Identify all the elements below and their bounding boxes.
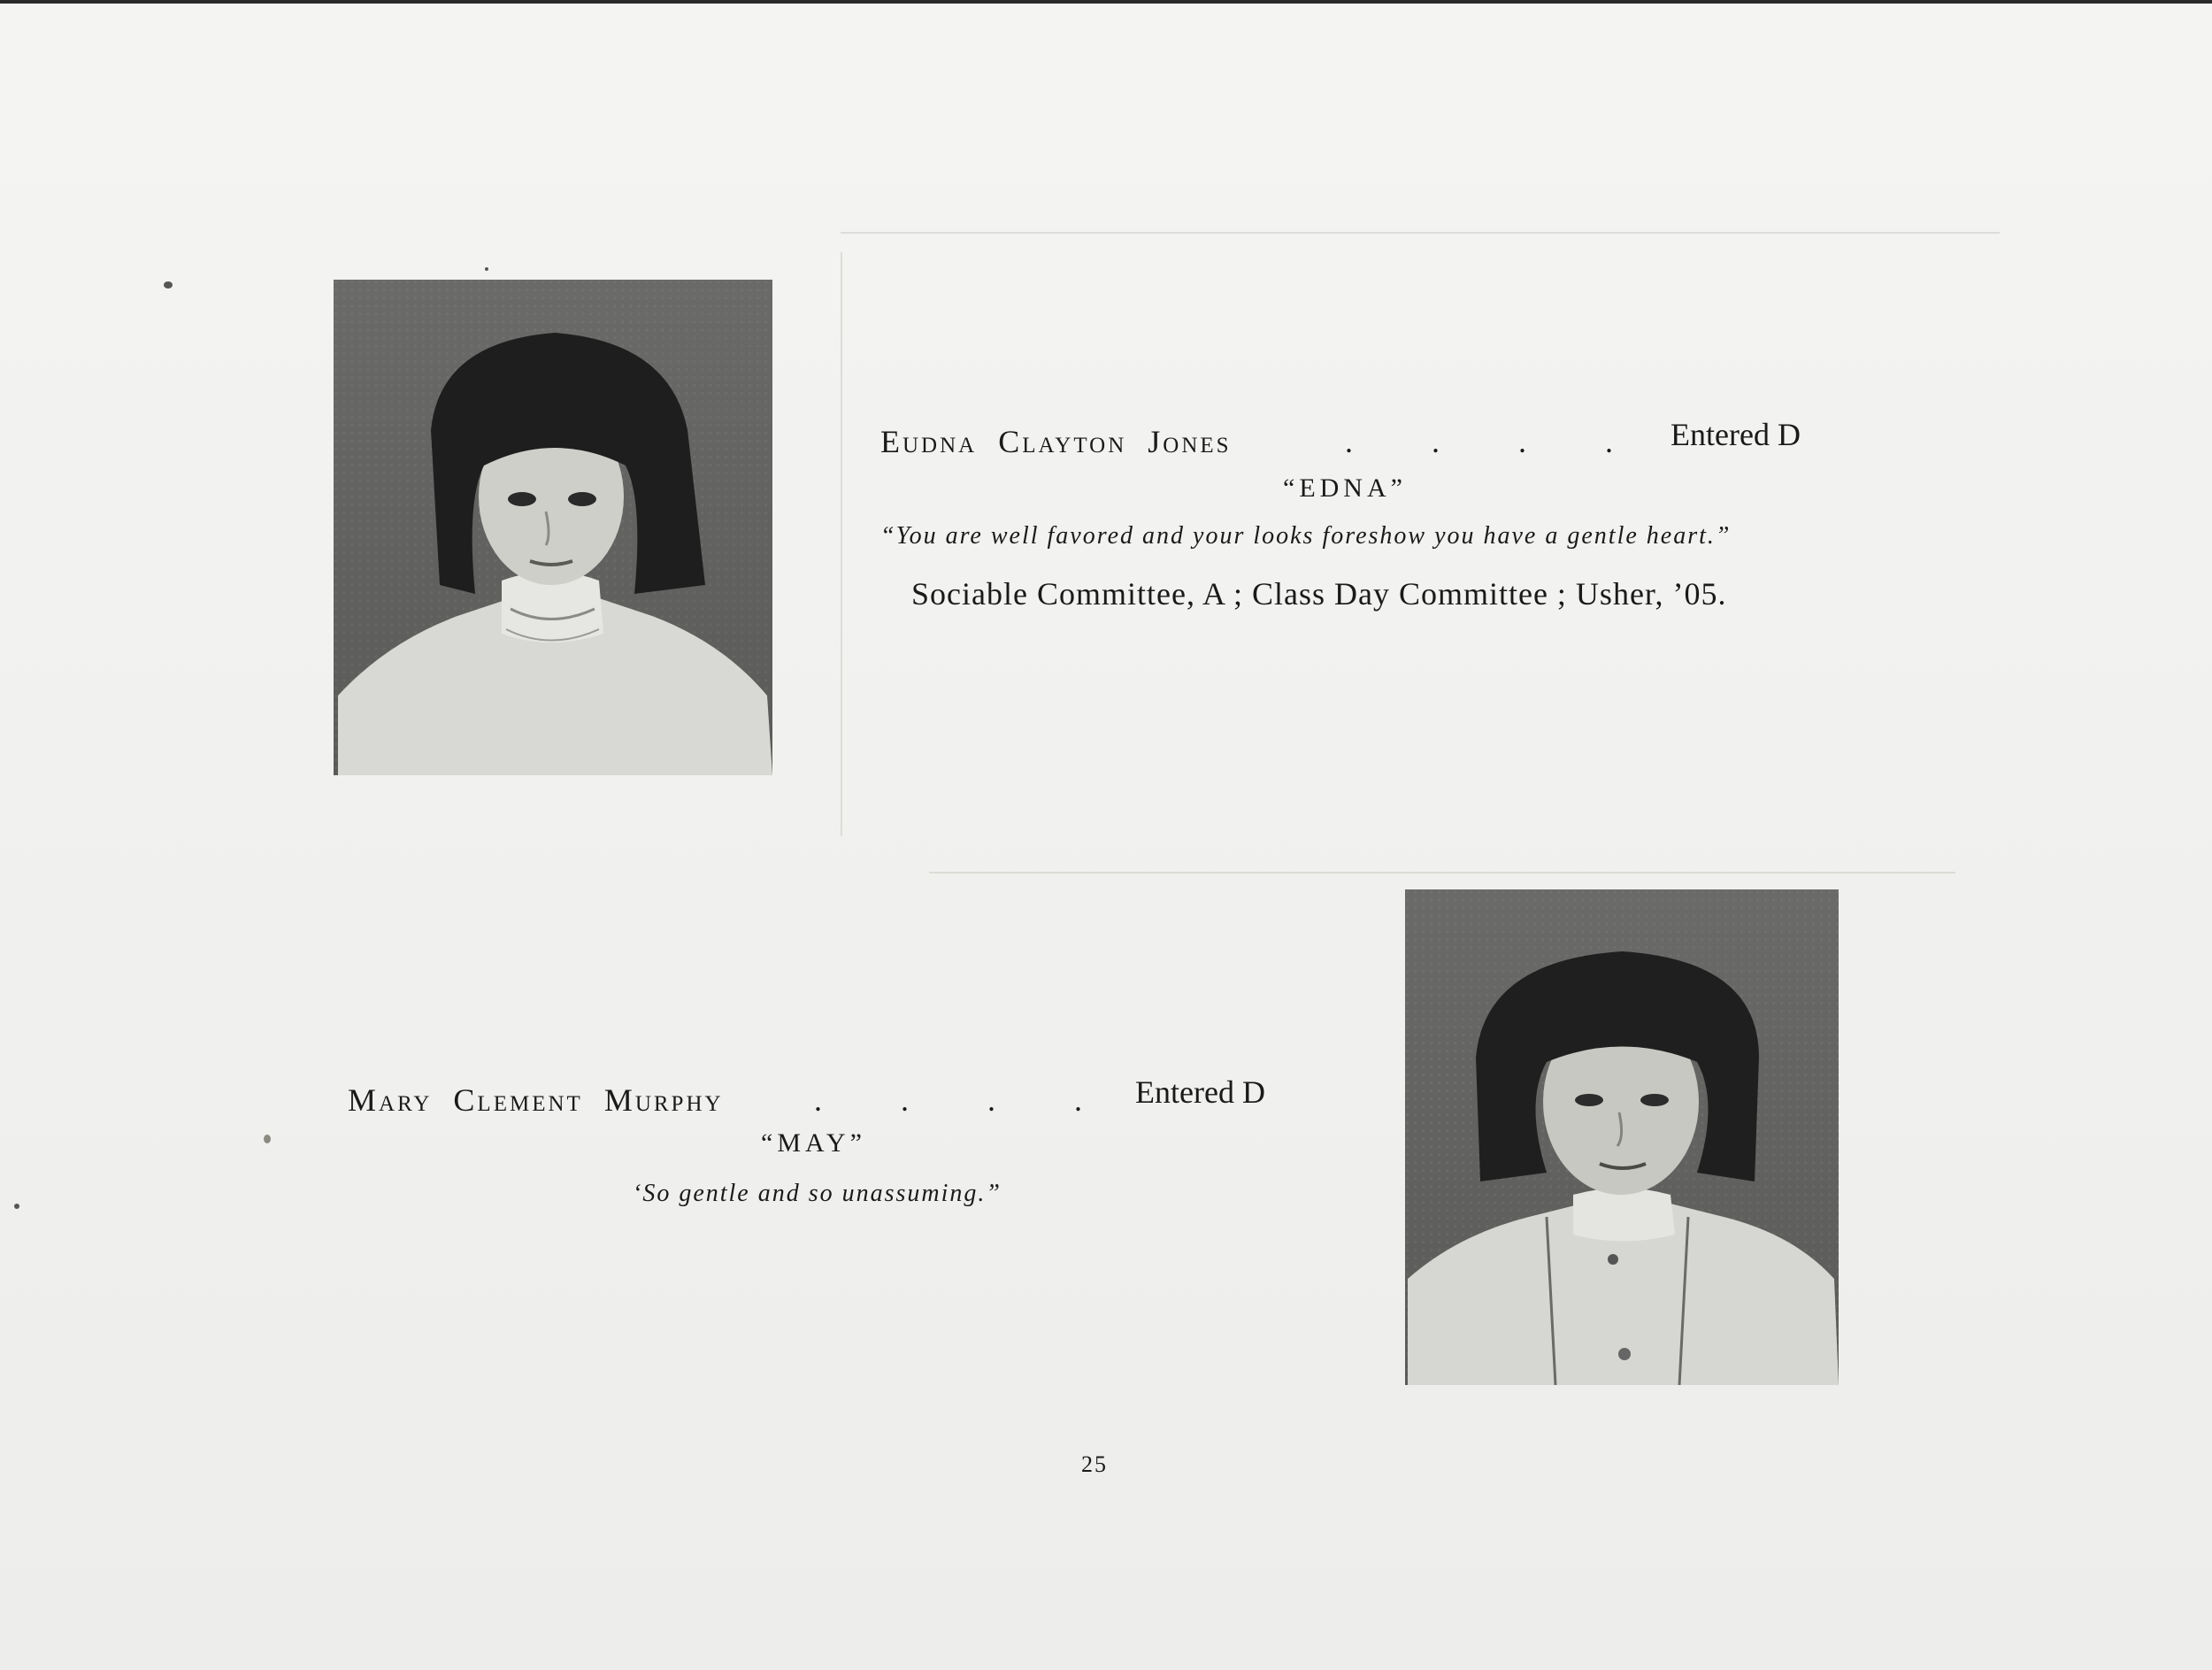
- entered-label: Entered D: [1671, 417, 1801, 452]
- name-first: Eudna: [880, 424, 978, 459]
- name-last: Murphy: [603, 1082, 724, 1118]
- name-last: Jones: [1148, 424, 1232, 459]
- activities: Sociable Committee, A ; Class Day Committee ; Usher, ’05.: [911, 576, 1727, 612]
- scan-speck: [14, 1204, 19, 1209]
- nickname: “EDNA”: [1283, 473, 1407, 503]
- name-middle: Clement: [453, 1082, 583, 1118]
- scan-border-top: [0, 0, 2212, 4]
- student-name: [348, 1082, 724, 1118]
- entry-murphy-header: [348, 1081, 724, 1119]
- faint-rule-left: [841, 252, 842, 836]
- scan-speck: [485, 267, 488, 271]
- name-middle: Clayton: [998, 424, 1127, 459]
- page-number: 25: [1081, 1451, 1108, 1477]
- scan-speck: [264, 1135, 271, 1143]
- student-name: [880, 424, 1232, 459]
- scan-speck: [164, 281, 173, 289]
- faint-rule-middle: [929, 872, 1955, 873]
- portrait-photo-murphy: [1405, 889, 1839, 1385]
- leader-dots: . . . .: [1345, 424, 1648, 459]
- portrait-photo-jones: [334, 280, 772, 775]
- entered-label: Entered D: [1135, 1074, 1265, 1110]
- name-first: Mary: [348, 1082, 433, 1118]
- nickname: “MAY”: [761, 1128, 866, 1158]
- entry-jones-header: [880, 423, 1232, 460]
- quote: “You are well favored and your looks foreshow you have a gentle heart.”: [880, 522, 1732, 550]
- leader-dots: . . . .: [814, 1082, 1118, 1118]
- quote: ‘So gentle and so unassuming.”: [633, 1180, 1002, 1207]
- faint-rule-top: [841, 232, 2000, 234]
